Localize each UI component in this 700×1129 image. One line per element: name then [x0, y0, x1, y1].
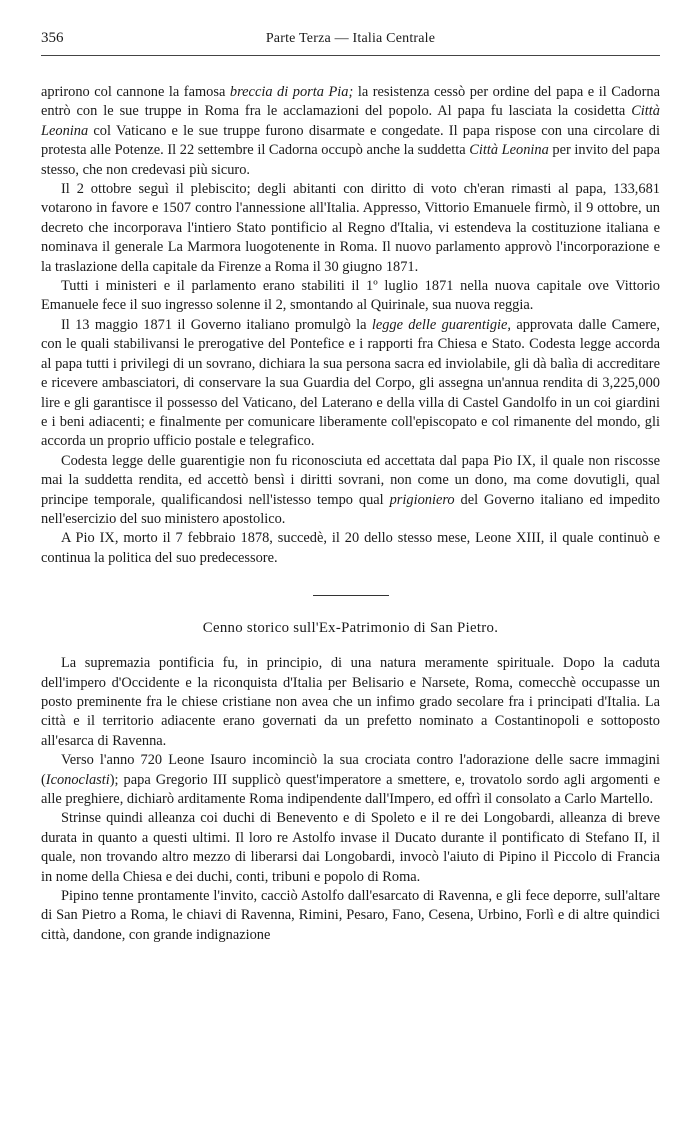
italic-term: Iconoclasti — [45, 771, 110, 788]
paragraph-pio-ix — [41, 452, 660, 530]
page-number: 356 — [41, 30, 64, 46]
text-run: la resistenza cessò per ordine del papa e il Cadorna entrò con le sue truppe in Roma fra le acclamazioni del popolo. Al papa fu lasciata la cosidetta — [41, 84, 660, 120]
section-divider — [313, 595, 389, 596]
section-heading: Cenno storico sull'Ex-Patrimonio di San Pietro. — [202, 620, 499, 637]
paragraph-guarentigie — [41, 316, 660, 452]
text-run: approvata dalle Camere, con le quali stabilivansi le prerogative del Pontefice e i rapporti fra Chiesa e Stato. Codesta legge accorda al papa tutti i privilegi di un sovrano, dichiara la sua persona sacra ed inviolabile, gli dà balìa di accreditare e ricevere ambasciatori, di conservare la sua Guardia del Corpo, gli assegna un'annua rendita di 3,225,000 lire e gli garantisce il possesso del Vaticano, del Laterano e della villa di Castel Gandolfo in un coi giardini e i beni adiacenti; e finalmente per comunicare liberamente coll'episcopato e col rimanente del mondo, gli accorda un proprio ufficio postale e telegrafico. — [41, 316, 660, 450]
paragraph-supremazia: La supremazia pontificia fu, in principio, di una natura meramente spirituale. Dopo la caduta dell'impero d'Occidente e la riconquista d'Italia per Belisario e Narsete, Roma, comecchè occupasse un posto preminente fra le chiese cristiane non avea che un infimo grado secolare fra i principati d'Italia. La città e il territorio adiacente erano governati da un prefetto nominato a Costantinopoli e sottoposto all'esarca di Ravenna. — [41, 655, 660, 749]
italic-term: prigioniero — [389, 491, 455, 508]
italic-term: legge delle guarentigie, — [371, 316, 511, 333]
text-run: del Governo italiano ed impedito nell'esercizio del suo ministero apostolico. — [41, 491, 660, 527]
paragraph-iconoclasti — [41, 751, 660, 809]
italic-term: Città Leonina — [469, 142, 549, 159]
italic-term: breccia di porta Pia; — [229, 84, 354, 100]
text-run: ); papa Gregorio III supplicò quest'imperatore a smettere, e, trovatolo sordo agli argomenti e alle preghiere, dichiarò arditamente Roma indipendente dall'Impero, ed offrì il consolato a Carlo Martello. — [41, 771, 660, 807]
book-page — [41, 28, 660, 945]
text-run: Codesta legge delle guarentigie non fu riconosciuta ed accettata dal papa Pio IX, il quale non riscosse mai la suddetta rendita, ed accettò bensì i diritti sovrani, non come un dono, ma come dovutigli, qual principe temporale, qualificandosi nell'istesso tempo qual — [41, 452, 660, 508]
paragraph-pipino: Pipino tenne prontamente l'invito, cacciò Astolfo dall'esarcato di Ravenna, e gli fece deporre, sull'altare di San Pietro a Roma, le chiavi di Ravenna, Rimini, Pesaro, Fano, Cesena, Urbino, Forlì e di altre quindici città, dandone, con grande indignazione — [41, 888, 660, 943]
italic-term: Città Leonina — [41, 103, 660, 139]
section-patrimonio — [41, 654, 660, 945]
paragraph-leone-xiii: A Pio IX, morto il 7 febbraio 1878, succedè, il 20 dello stesso mese, Leone XIII, il quale continuò e continua la politica del suo predecessore. — [41, 530, 660, 566]
paragraph-plebiscito: Il 2 ottobre seguì il plebiscito; degli abitanti con diritto di voto ch'eran rimasti al papa, 133,681 votarono in favore e 1507 contro l'annessione all'Italia. Appresso, Vittorio Emanuele firmò, il 9 ottobre, un decreto che incorporava l'intiero Stato pontificio al Regno d'Italia, vi estendeva la costituzione italiana e nominava il generale La Marmora luogotenente in Roma. Il nuovo parlamento approvò l'incorporazione e la traslazione della capitale da Firenze a Roma il 30 giugno 1871. — [41, 181, 660, 275]
paragraph-ministeri: Tutti i ministeri e il parlamento erano stabiliti il 1º luglio 1871 nella nuova capitale ove Vittorio Emanuele fece il suo ingresso solenne il 2, smontando al Quirinale, sua nuova reggia. — [41, 278, 660, 314]
paragraph-longobardi: Strinse quindi alleanza coi duchi di Benevento e di Spoleto e il re dei Longobardi, alleanza di breve durata in quanto a questi ultimi. Il loro re Astolfo invase il Ducato durante il pontificato di Stefano II, il quale, non trovando altro mezzo di liberarsi dai Longobardi, invocò l'aiuto di Pipino il Piccolo di Francia in nome della Chiesa e dei duchi, conti, tribuni e popolo di Roma. — [41, 810, 660, 885]
text-run: aprirono col cannone la famosa — [41, 84, 230, 100]
text-run: Il 13 maggio 1871 il Governo italiano promulgò la — [61, 316, 372, 333]
text-run: Verso l'anno 720 Leone Isauro incominciò la sua crociata contro l'adorazione delle sacre immagini ( — [41, 752, 660, 788]
section-roma-capitale — [41, 83, 660, 568]
running-header — [41, 28, 660, 56]
text-run: per invito del papa stesso, che non credevasi più sicuro. — [41, 142, 660, 178]
paragraph-breccia — [41, 83, 660, 180]
running-title: Parte Terza — Italia Centrale — [265, 31, 436, 46]
text-run: col Vaticano e le sue truppe furono disarmate e congedate. Il papa rispose con una circolare di protesta alle Potenze. Il 22 settembre il Cadorna occupò anche la suddetta — [41, 122, 660, 159]
